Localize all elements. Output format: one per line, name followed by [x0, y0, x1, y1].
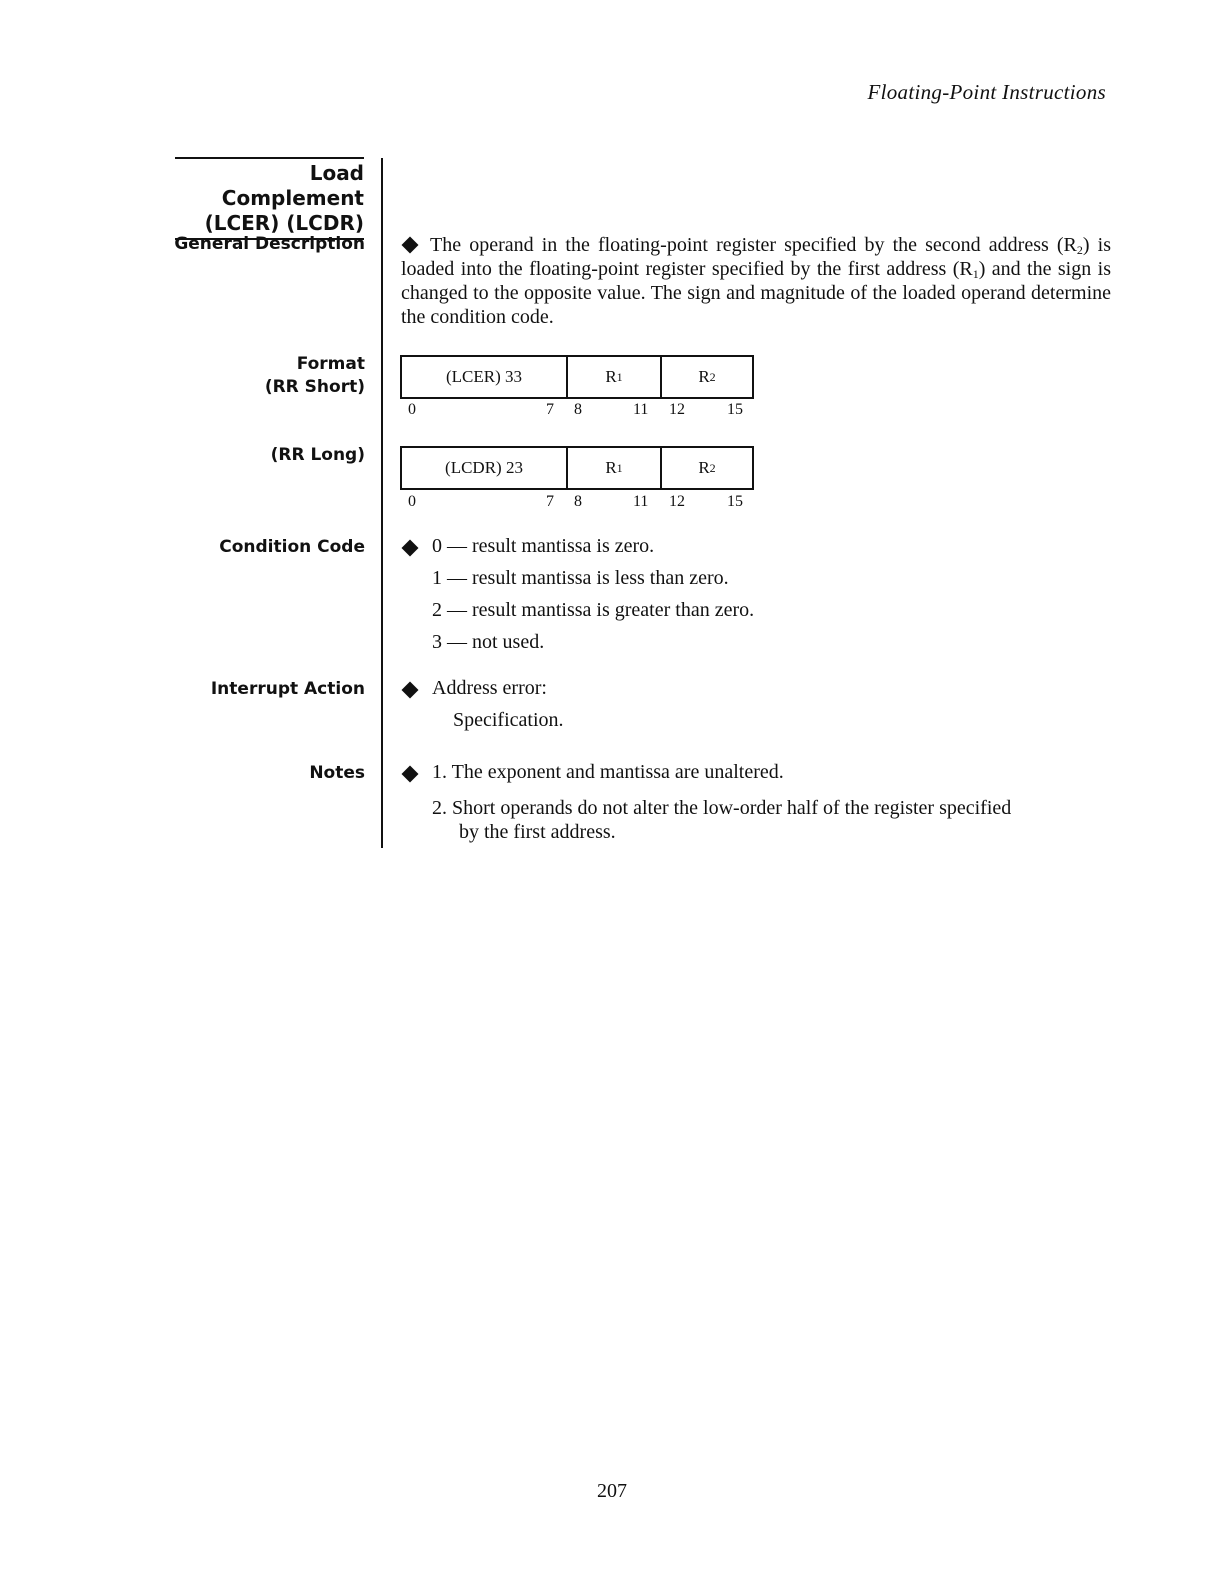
label-format: Format	[296, 354, 365, 374]
label-rr-long: (RR Long)	[270, 445, 365, 465]
label-condition-code: Condition Code	[219, 537, 365, 557]
bit-number: 12	[669, 493, 685, 510]
section-title	[175, 157, 364, 240]
bit-number: 12	[669, 401, 685, 418]
note-item: 1. The exponent and mantissa are unaltered.	[432, 761, 784, 783]
bit-number: 8	[574, 401, 582, 418]
format-r2-field: R 2	[698, 458, 716, 477]
bit-number: 7	[546, 401, 554, 418]
note-item: 2. Short operands do not alter the low-order half of the register specified	[432, 797, 1012, 819]
condition-code-item: 2 — result mantissa is greater than zero.	[432, 599, 755, 621]
label-interrupt-action: Interrupt Action	[210, 679, 365, 699]
bullet-diamond-icon	[402, 766, 419, 783]
bit-number: 0	[408, 401, 416, 418]
bit-number: 8	[574, 493, 582, 510]
format-r1-field: R 1	[568, 448, 662, 488]
vertical-rule	[381, 158, 383, 848]
interrupt-action-line2: Specification.	[453, 709, 564, 731]
format-opcode-field: (LCDR) 23	[402, 448, 568, 488]
interrupt-action-line1: Address error:	[432, 677, 547, 699]
section-title-line2: (LCER) (LCDR)	[204, 211, 364, 235]
bit-number: 11	[633, 493, 649, 510]
bit-number: 15	[727, 493, 743, 510]
label-general-description: General Description	[174, 234, 365, 254]
general-description: The operand in the floating-point register specified by the second address $(R_2)$ is loaded into the floating-point register specified by the first address $(R_1)$ and the sign is changed to the opposite value. The sign and magnitude of the loaded operand determine the condition code.	[401, 234, 1112, 328]
condition-code-item: 1 — result mantissa is less than zero.	[432, 567, 729, 589]
page-number: 207	[597, 1480, 627, 1502]
note-item-continuation: by the first address.	[459, 821, 616, 843]
section-title-line1: Load Complement	[221, 161, 364, 210]
label-rr-short: (RR Short)	[264, 377, 365, 397]
label-notes: Notes	[309, 763, 365, 783]
bullet-diamond-icon	[402, 540, 419, 557]
bit-number: 11	[633, 401, 649, 418]
bit-number: 0	[408, 493, 416, 510]
condition-code-item: 3 — not used.	[432, 631, 545, 653]
format-diagram-long	[400, 446, 754, 490]
format-opcode-field: (LCER) 33	[402, 357, 568, 397]
bit-number: 15	[727, 401, 743, 418]
condition-code-item: 0 — result mantissa is zero.	[432, 535, 655, 557]
format-r1-field: R 1	[568, 357, 662, 397]
bullet-diamond-icon	[402, 682, 419, 699]
format-diagram-short	[400, 355, 754, 399]
bullet-diamond-icon	[402, 237, 419, 254]
running-head: Floating-Point Instructions	[867, 80, 1106, 104]
format-r2-field: R 2	[698, 367, 716, 386]
bit-number: 7	[546, 493, 554, 510]
